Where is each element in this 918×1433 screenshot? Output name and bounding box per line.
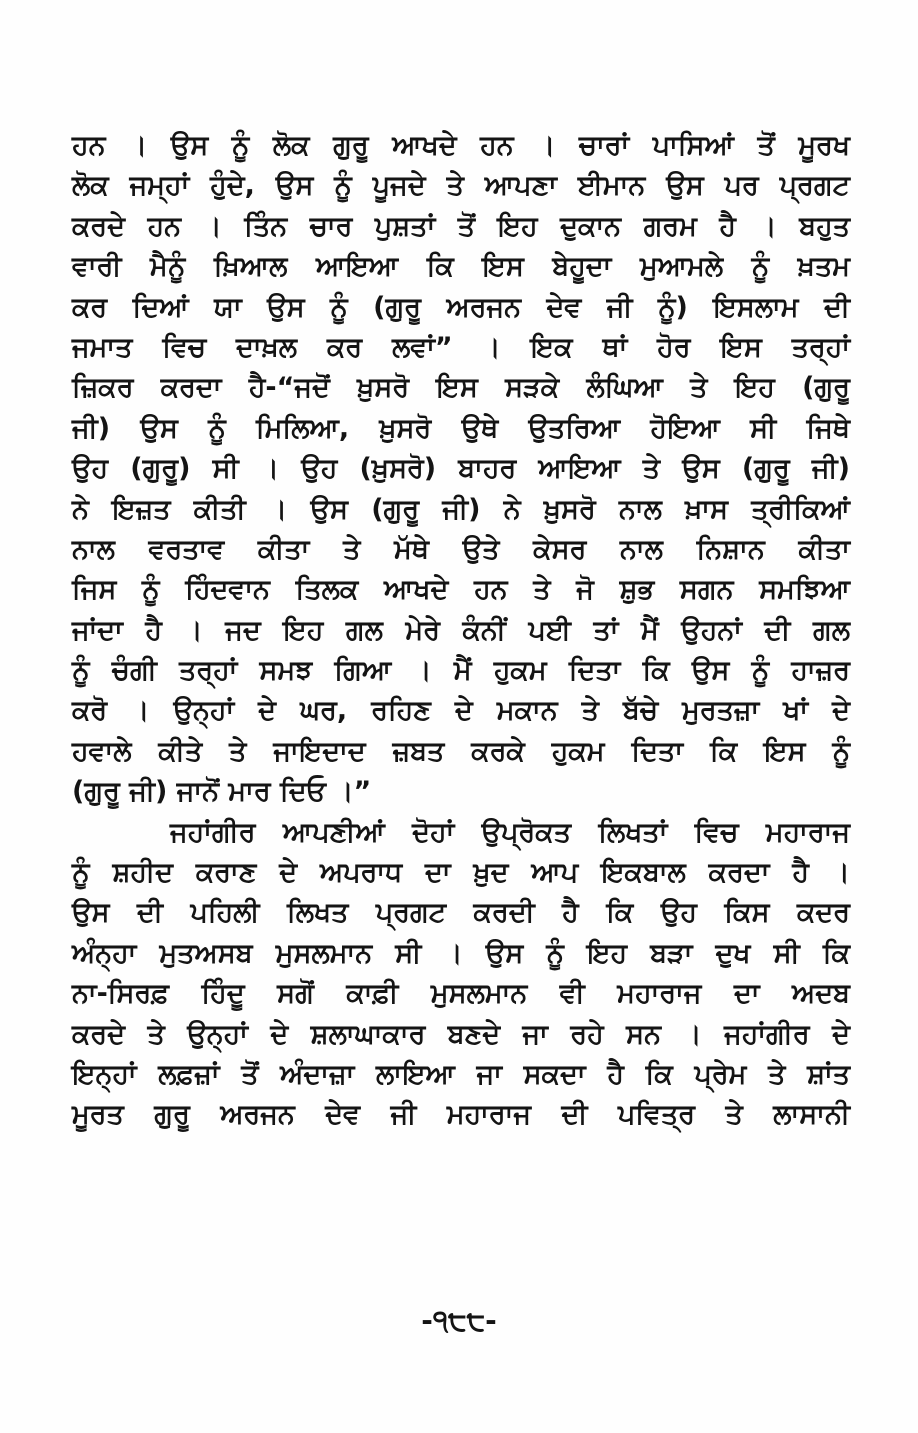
text-line: ਜਿਸ ਨੂੰ ਹਿੰਦਵਾਨ ਤਿਲਕ ਆਖਦੇ ਹਨ ਤੇ ਜੋ ਸ਼ੁਭ ਸਗਨ ਸਮਝਿਆ [72, 574, 850, 606]
text-line: (ਗੁਰੂ ਜੀ) ਜਾਨੋਂ ਮਾਰ ਦਿਓ ।” [72, 776, 372, 808]
text-line: ਨੇ ਇਜ਼ਤ ਕੀਤੀ । ਉਸ (ਗੁਰੂ ਜੀ) ਨੇ ਖ਼ੁਸਰੋ ਨਾਲ ਖ਼ਾਸ ਤ੍ਰੀਕਿਆਂ [72, 493, 850, 525]
text-line: ਹਨ । ਉਸ ਨੂੰ ਲੋਕ ਗੁਰੂ ਆਖਦੇ ਹਨ । ਚਾਰਾਂ ਪਾਸਿਆਂ ਤੋਂ ਮੂਰਖ [72, 130, 850, 161]
text-line: ਕਰਦੇ ਤੇ ਉਨ੍ਹਾਂ ਦੇ ਸ਼ਲਾਘਾਕਾਰ ਬਣਦੇ ਜਾ ਰਹੇ ਸਨ । ਜਹਾਂਗੀਰ ਦੇ [72, 1018, 850, 1050]
body-text [72, 126, 850, 1136]
text-line: ਜਾਂਦਾ ਹੈ । ਜਦ ਇਹ ਗਲ ਮੇਰੇ ਕੰਨੀਂ ਪਈ ਤਾਂ ਮੈਂ ਉਹਨਾਂ ਦੀ ਗਲ [72, 614, 850, 646]
text-line: ਹਵਾਲੇ ਕੀਤੇ ਤੇ ਜਾਇਦਾਦ ਜ਼ਬਤ ਕਰਕੇ ਹੁਕਮ ਦਿਤਾ ਕਿ ਇਸ ਨੂੰ [72, 735, 850, 767]
text-line: ਜੀ) ਉਸ ਨੂੰ ਮਿਲਿਆ, ਖ਼ੁਸਰੋ ਉਥੇ ਉਤਰਿਆ ਹੋਇਆ ਸੀ ਜਿਥੇ [72, 412, 850, 444]
text-line: ਵਾਰੀ ਮੈਨੂੰ ਖ਼ਿਆਲ ਆਇਆ ਕਿ ਇਸ ਬੇਹੂਦਾ ਮੁਆਮਲੇ ਨੂੰ ਖ਼ਤਮ [72, 251, 850, 283]
text-line: ਨਾਲ ਵਰਤਾਵ ਕੀਤਾ ਤੇ ਮੱਥੇ ਉਤੇ ਕੇਸਰ ਨਾਲ ਨਿਸ਼ਾਨ ਕੀਤਾ [72, 533, 850, 565]
text-line: ਕਰੋ । ਉਨ੍ਹਾਂ ਦੇ ਘਰ, ਰਹਿਣ ਦੇ ਮਕਾਨ ਤੇ ਬੱਚੇ ਮੁਰਤਜ਼ਾ ਖਾਂ ਦੇ [72, 695, 850, 727]
text-line: ਉਸ ਦੀ ਪਹਿਲੀ ਲਿਖਤ ਪ੍ਰਗਟ ਕਰਦੀ ਹੈ ਕਿ ਉਹ ਕਿਸ ਕਦਰ [72, 897, 850, 929]
text-line: ਇਨ੍ਹਾਂ ਲਫ਼ਜ਼ਾਂ ਤੋਂ ਅੰਦਾਜ਼ਾ ਲਾਇਆ ਜਾ ਸਕਦਾ ਹੈ ਕਿ ਪ੍ਰੇਮ ਤੇ ਸ਼ਾਂਤ [72, 1058, 850, 1090]
text-line: ਕਰ ਦਿਆਂ ਯਾ ਉਸ ਨੂੰ (ਗੁਰੂ ਅਰਜਨ ਦੇਵ ਜੀ ਨੂੰ) ਇਸਲਾਮ ਦੀ [72, 291, 850, 323]
paragraph-continued [72, 126, 850, 813]
text-line: ਨੂੰ ਚੰਗੀ ਤਰ੍ਹਾਂ ਸਮਝ ਗਿਆ । ਮੈਂ ਹੁਕਮ ਦਿਤਾ ਕਿ ਉਸ ਨੂੰ ਹਾਜ਼ਰ [72, 655, 850, 687]
text-line: ਨਾ-ਸਿਰਫ਼ ਹਿੰਦੂ ਸਗੋਂ ਕਾਫ਼ੀ ਮੁਸਲਮਾਨ ਵੀ ਮਹਾਰਾਜ ਦਾ ਅਦਬ [72, 978, 850, 1010]
page-number: -੧੮੮- [421, 1304, 497, 1337]
text-line: ਮੂਰਤ ਗੁਰੂ ਅਰਜਨ ਦੇਵ ਜੀ ਮਹਾਰਾਜ ਦੀ ਪਵਿਤ੍ਰ ਤੇ ਲਾਸਾਨੀ [72, 1099, 850, 1131]
text-line: ਲੋਕ ਜਮ੍ਹਾਂ ਹੁੰਦੇ, ਉਸ ਨੂੰ ਪੂਜਦੇ ਤੇ ਆਪਣਾ ਈਮਾਨ ਉਸ ਪਰ ਪ੍ਰਗਟ [72, 170, 850, 202]
text-line: ਨੂੰ ਸ਼ਹੀਦ ਕਰਾਣ ਦੇ ਅਪਰਾਧ ਦਾ ਖ਼ੁਦ ਆਪ ਇਕਬਾਲ ਕਰਦਾ ਹੈ । [72, 857, 850, 889]
text-line: ਜਮਾਤ ਵਿਚ ਦਾਖ਼ਲ ਕਰ ਲਵਾਂ” । ਇਕ ਥਾਂ ਹੋਰ ਇਸ ਤਰ੍ਹਾਂ [72, 331, 850, 363]
text-line: ਜਹਾਂਗੀਰ ਆਪਣੀਆਂ ਦੋਹਾਂ ਉਪ੍ਰੋਕਤ ਲਿਖਤਾਂ ਵਿਚ ਮਹਾਰਾਜ [170, 816, 850, 848]
text-line: ਅੰਨ੍ਹਾ ਮੁਤਅਸਬ ਮੁਸਲਮਾਨ ਸੀ । ਉਸ ਨੂੰ ਇਹ ਬੜਾ ਦੁਖ ਸੀ ਕਿ [72, 937, 850, 969]
paragraph-jahangir [72, 813, 850, 1136]
text-line: ਕਰਦੇ ਹਨ । ਤਿੰਨ ਚਾਰ ਪੁਸ਼ਤਾਂ ਤੋਂ ਇਹ ਦੁਕਾਨ ਗਰਮ ਹੈ । ਬਹੁਤ [72, 210, 850, 242]
text-line: ਜ਼ਿਕਰ ਕਰਦਾ ਹੈ-“ਜਦੋਂ ਖ਼ੁਸਰੋ ਇਸ ਸੜਕੇ ਲੰਘਿਆ ਤੇ ਇਹ (ਗੁਰੂ [72, 372, 850, 404]
text-line: ਉਹ (ਗੁਰੂ) ਸੀ । ਉਹ (ਖ਼ੁਸਰੋ) ਬਾਹਰ ਆਇਆ ਤੇ ਉਸ (ਗੁਰੂ ਜੀ) [72, 453, 850, 485]
